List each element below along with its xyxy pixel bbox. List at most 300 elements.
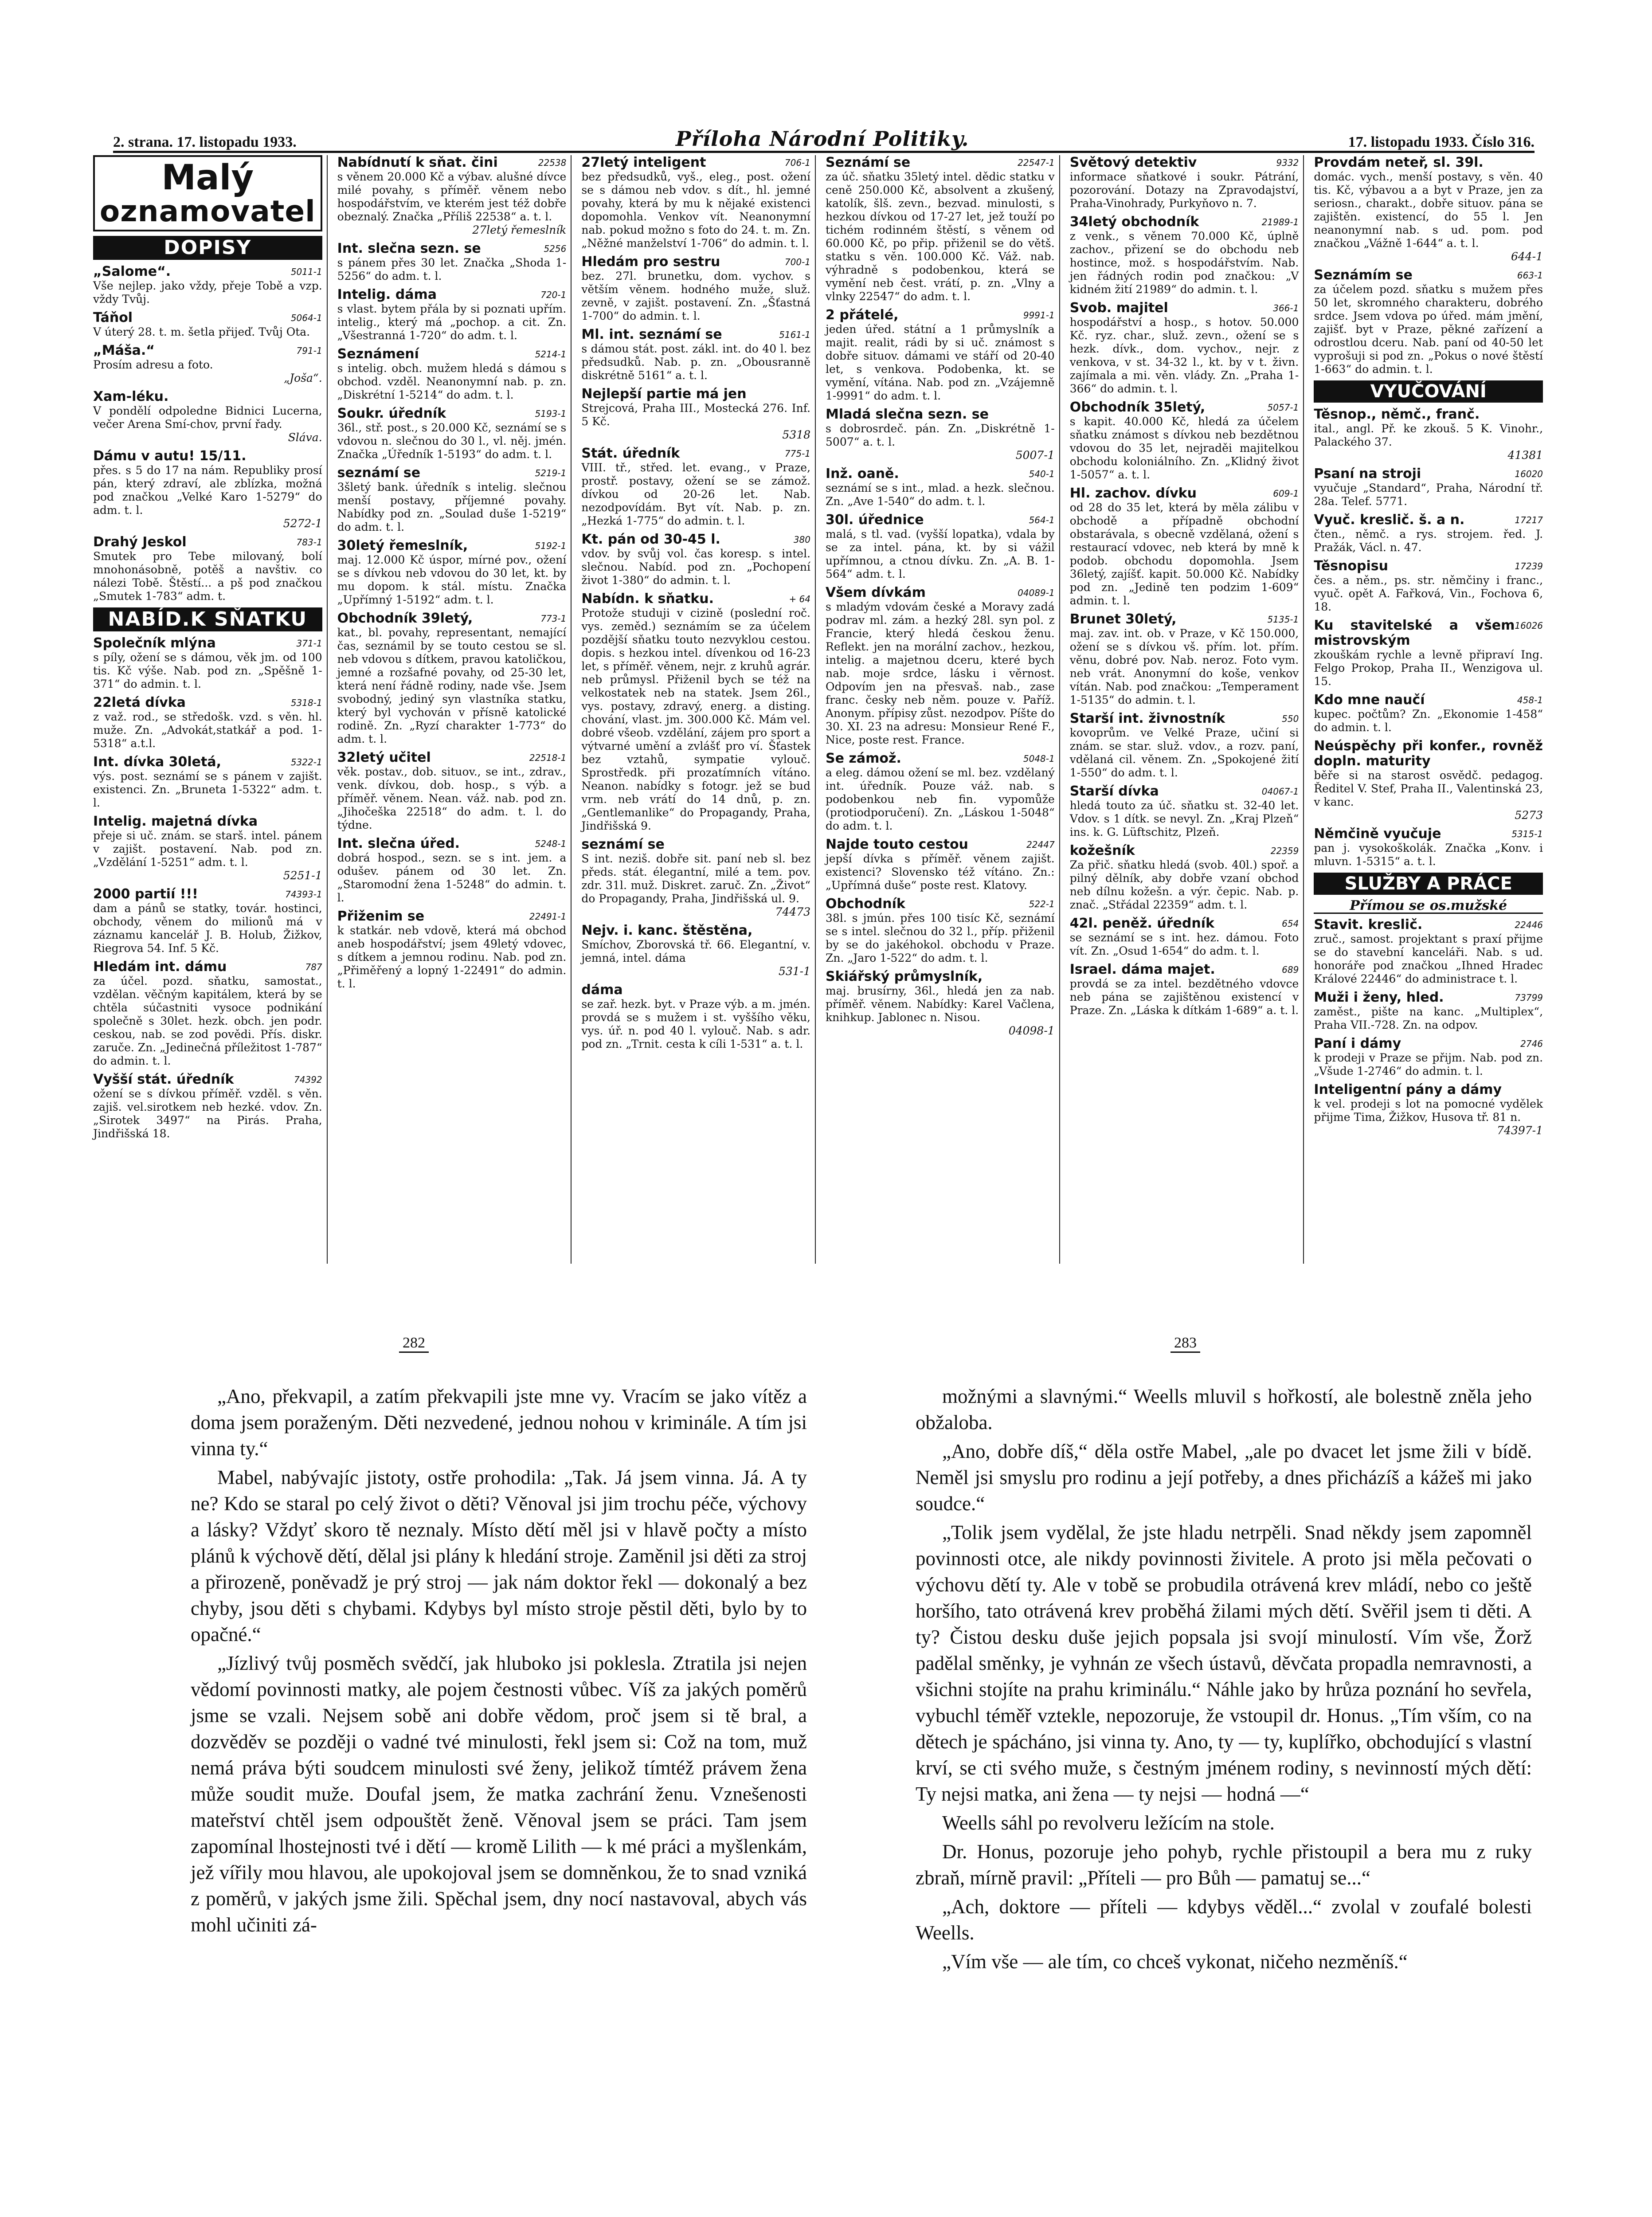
ad-signature: 5318 — [782, 428, 811, 441]
section-subheading-sluzby: Přímou se os.mužské — [1314, 899, 1543, 914]
ad-text: k vel. prodeji s lot na pomocné vydělek přijme Tima, Žižkov, Husova tř. 81 n. — [1314, 1097, 1543, 1124]
ad-code: 22359 — [1270, 846, 1299, 856]
header-right: 17. listopadu 1933. Číslo 316. — [1348, 134, 1535, 150]
logo-line-2: oznamovatel — [99, 194, 316, 228]
ad-text: s intelig. obch. mužem hledá s dámou s obchod. vzděl. Neanonymní nab. p. zn. „Diskrétní 1-5214“ do adm. t. l. — [337, 362, 567, 401]
ad-title — [93, 310, 322, 325]
ad-title — [93, 755, 322, 770]
ad-title-text: Int. slečna sezn. se — [337, 241, 481, 256]
ad-title — [1314, 1082, 1543, 1097]
ad-title — [1314, 513, 1543, 528]
ad-text: bez. 27l. brunetku, dom. vychov. s větším věnem. hodného muže, služ. zevně, v zajišt. postavení. Zn. „Šťastná 1-700“ do admin. t. l. — [581, 270, 811, 322]
ad-text: k statkár. neb vdově, která má obchod aneb hospodářství; jsem 49letý vdovec, s dítkem a jemnou rodinu. Nab. pod zn. „Přiměřený a lopný 1-22491“ do admin. t. l. — [337, 924, 567, 990]
classified-ad — [93, 310, 322, 339]
ad-title — [826, 466, 1055, 482]
ad-code: 609-1 — [1273, 488, 1299, 499]
ad-title — [337, 538, 567, 553]
ad-code: 74392 — [294, 1074, 322, 1085]
ad-code: 22518-1 — [529, 752, 567, 763]
ad-text: čten., němč. a rys. strojem. řed. J. Pražák, Václ. n. 47. — [1314, 528, 1543, 554]
ad-title-text: Němčině vyučuje — [1314, 826, 1441, 842]
ad-title — [826, 155, 1055, 170]
ad-text: ožení se s dívkou příměř. vzděl. s věn. zajiš. vel.sirotkem neb hezké. vdov. Zn. „Sirotek 3497“ na Pirás. Praha, Jindřišská 18. — [93, 1087, 322, 1140]
ad-code: 5318-1 — [290, 697, 322, 708]
classified-ad — [93, 535, 322, 603]
ad-title-text: 32letý učitel — [337, 750, 431, 765]
header-title: Příloha Národní Politiky. — [675, 127, 969, 151]
ad-title-text: „Salome“. — [93, 264, 171, 279]
classified-ad — [581, 327, 810, 382]
ad-text: s kapit. 40.000 Kč, hledá za účelem sňatku známost s dívkou neb bezdětnou vdovou do 35 let, nejraděi majitelkou obchodu koloniálního. Zn. „Klidný život 1-5057“ a. t. l. — [1069, 415, 1299, 481]
ad-text: s vlast. bytem přála by si poznati upřím. intelig., který má „pochop. a cit. Zn. „Všestranná 1-720“ do adm. t. l. — [337, 302, 567, 342]
ad-title — [1314, 559, 1543, 574]
ad-title-text: Obchodník 35letý, — [1069, 400, 1206, 415]
ad-title-text: seznámí se — [581, 837, 665, 852]
ad-text: s věnem 20.000 Kč a výbav. alušné dívce milé povahy, s příměř. věnem nebo hospodářstvím, ve kterém jest též dobře obeznalý. Značka „Příliš 22538“ a. t. l. — [337, 170, 567, 223]
ad-title-text: dáma — [581, 982, 623, 998]
ad-code: 5322-1 — [290, 757, 322, 768]
story-paragraph: Weells sáhl po revolveru ležícím na stole. — [942, 1812, 1275, 1834]
ad-title-text: Seznámím se — [1314, 267, 1413, 283]
page-header — [113, 128, 1535, 153]
classified-ad — [1070, 400, 1299, 482]
ad-title — [93, 887, 322, 902]
ad-title — [1314, 990, 1543, 1005]
section-heading-dopisy: DOPISY — [93, 236, 322, 260]
ad-code: 5192-1 — [535, 541, 567, 551]
ad-text: za účelem pozd. sňatku s mužem přes 50 let, skromného charakteru, dobrého srdce. Jsem vdova po úřed. mám jmění, zajišť. byt v Praze, pěkné zařízení a odrostlou dceru. Nab. paní od 40-50 let vyprošuji si pod zn. „Pokus o nové štěstí 1-663“ do admin. t. l. — [1314, 283, 1543, 376]
story-paragraph: „Vím vše — ale tím, co chceš vykonat, ničeho nezměníš.“ — [942, 1951, 1408, 1973]
classified-ad — [93, 343, 322, 385]
ad-title — [337, 347, 567, 362]
classified-ad — [1070, 301, 1299, 396]
ad-text: pan j. vysokoškolák. Značka „Konv. i mluvn. 1-5315“ a. t. l. — [1314, 842, 1543, 868]
ad-code: 564-1 — [1029, 515, 1055, 525]
story-paragraph: možnými a slavnými.“ Weells mluvil s hořkostí, ale bolestně zněla jeho obžaloba. — [916, 1385, 1532, 1434]
ad-title-text: Těsnopisu — [1314, 558, 1388, 574]
classified-ad — [337, 406, 567, 461]
ad-title-text: Seznámení — [337, 346, 419, 362]
ad-code: 720-1 — [540, 290, 567, 300]
ad-code: 380 — [793, 534, 811, 545]
ad-text: 36l., stř. post., s 20.000 Kč, seznámí se s vdovou n. slečnou do 30 l., vl. něj. jmén. Značka „Úředník 1-5193“ do adm. t. l. — [337, 421, 567, 461]
ad-signature: 74473 — [775, 905, 811, 918]
ad-text: 3šletý bank. úředník s intelig. slečnou menší postavy, příjemné povahy. Nabídky pod zn. „Soulad duše 1-5219“ do adm. t. l. — [337, 481, 567, 533]
ad-title — [581, 591, 810, 607]
ad-text: se zař. hezk. byt. v Praze výb. a m. jmén. provdá se s mužem i st. vyššího věku, vys. úř. n. pod 40 l. vylouč. Nab. s adr. pod zn. „Trnit. cesta k cíli 1-531“ a. t. l. — [581, 998, 811, 1050]
classified-ad — [581, 837, 810, 919]
ad-title — [826, 585, 1055, 600]
classified-ad — [1314, 693, 1543, 734]
ad-text: bez předsudků, vyš., eleg., post. ožení se s dámou neb vdov. s dít., hl. jemné povahy, která by mu k nějaké existenci dopomohla. Venkov vít. Neanonymní nab. pokud možno s foto do 24. t. m. Zn. „Něžné manželství 1-706“ do admin. t. l. — [581, 170, 811, 250]
ad-code: 5135-1 — [1267, 614, 1299, 625]
ad-title — [581, 446, 810, 461]
ad-title — [1070, 784, 1299, 799]
ad-title-text: Dámu v autu! 15/11. — [93, 448, 247, 464]
ad-title — [1314, 826, 1543, 842]
ad-title — [581, 923, 810, 938]
ad-code: 775-1 — [784, 448, 811, 459]
ad-title-text: Světový detektiv — [1069, 155, 1197, 170]
ad-title-text: Obchodník 39letý, — [337, 611, 473, 626]
classified-ad — [826, 155, 1055, 303]
story-paragraph: „Ano, dobře díš,“ děla ostře Mabel, „ale po dvacet let jsme žili v bídě. Neměl jsi smyslu pro rodinu a její potřeby, a dnes přicházíš a kážeš mi jako soudce.“ — [916, 1440, 1532, 1515]
section-heading-sluzby: SLUŽBY A PRÁCE — [1314, 873, 1543, 895]
ad-title-text: Všem dívkám — [826, 585, 926, 600]
classified-ad — [581, 923, 810, 978]
ad-code: 04089-1 — [1018, 588, 1055, 598]
classified-ad — [826, 585, 1055, 747]
classified-ad — [337, 347, 567, 402]
classified-ad — [826, 969, 1055, 1038]
ad-title-text: „Máša.“ — [93, 343, 155, 358]
classified-ad — [1070, 215, 1299, 296]
ad-title-text: kožešník — [1069, 843, 1135, 858]
ad-title — [826, 897, 1055, 912]
ad-text: Za přič. sňatku hledá (svob. 40l.) spoř. a pilný dělník, aby dobře vzaní obchod neb dílnu kožešn. a výr. čepic. Nab. p. znač. „Střádal 22359“ adm. t. l. — [1069, 858, 1299, 911]
ad-code: 9332 — [1276, 157, 1299, 168]
ad-code: 5193-1 — [535, 408, 567, 419]
ad-title-text: Hledám int. dámu — [93, 959, 227, 975]
story-paragraph: „Ach, doktore — příteli — kdybys věděl...“ zvolal v zoufalé bolesti Weells. — [916, 1896, 1532, 1944]
page-number-right: 283 — [1170, 1335, 1200, 1353]
classified-ad — [93, 389, 322, 444]
classified-ad — [337, 466, 567, 534]
ad-title-text: Vyuč. kreslič. š. a n. — [1314, 512, 1465, 528]
ad-text: vyučuje „Standard“, Praha, Národní tř. 28a. Telef. 5771. — [1314, 482, 1543, 508]
ad-title-text: Seznámí se — [826, 155, 911, 170]
ad-code: 17239 — [1515, 561, 1543, 572]
ad-text: zaměst., pište na kanc. „Multiplex“, Praha VII.-728. Zn. na odpov. — [1314, 1005, 1543, 1031]
classified-ad — [93, 960, 322, 1068]
ad-text: 38l. s jmún. přes 100 tisíc Kč, seznámí se s intel. slečnou do 32 l., příp. přiženil by se do jakéhokol. obchodu v Praze. Zn. „Jaro 1-522“ do adm. t. l. — [826, 912, 1055, 964]
classified-column — [821, 155, 1060, 1264]
ad-text: kupec. počtům? Zn. „Ekonomie 1-458“ do admin. t. l. — [1314, 708, 1543, 734]
ad-text: hledá touto za úč. sňatku st. 32-40 let. Vdov. s 1 dítk. se nevyl. Zn. „Kraj Plzeň“ ins. k. G. Lüftschitz, Plzeň. — [1069, 799, 1299, 838]
ad-text: Prosím adresu a foto. — [93, 358, 213, 371]
ad-title — [1314, 466, 1543, 482]
ad-title-text: 30l. úřednice — [826, 512, 924, 528]
ad-title — [1070, 400, 1299, 415]
classified-ad — [1314, 990, 1543, 1032]
ad-code: 21989-1 — [1261, 217, 1299, 227]
ad-title-text: Brunet 30letý, — [1069, 611, 1177, 627]
classified-ad — [337, 611, 567, 746]
ad-title — [93, 535, 322, 550]
ad-text: Vše nejlep. jako vždy, přeje Tobě a vzp. vždy Tvůj. — [93, 279, 322, 306]
ad-signature: „Joša“. — [284, 372, 322, 384]
ad-text: Smíchov, Zborovská tř. 66. Elegantní, v. jemná, intel. dáma — [581, 938, 811, 964]
classified-ad — [581, 387, 810, 442]
ad-signature: 5251-1 — [283, 869, 322, 882]
classified-ad — [581, 983, 810, 1051]
ad-title-text: Mladá slečna sezn. se — [826, 407, 989, 422]
ad-title — [337, 155, 567, 170]
ad-title-text: Inž. oaně. — [826, 466, 899, 482]
ad-text: Protože studuji v cizině (poslední roč. vys. zeměd.) seznámím se za účelem pozdější sňatku touto nezvyklou cestou. dopis. s hezkou intel. dívenkou od 16-23 let, s příměř. věnem, nejr. z kruhů agrár. neb průmysl. Přiženil bych se též na velkostatek neb na statek. Jsem 26l., vys. postavy, zdravý, energ. a disting. chování, vlast. jm. 300.000 Kč. Mám vel. dobré všeob. vzdělání, zájem pro sport a výtvarné umění a zvlášť pro ví. Šťastek bez vztahů, sympatie vylouč. Sprostředk. při prozatímních vítáno. Neanon. nabídky s fotogr. jež se bud vrm. neb vrátí do 14 dnů, p. zn. „Gentlemanlike“ do Propagandy, Praha, Jindřišská 9. — [581, 607, 811, 832]
ad-title-text: Najde touto cestou — [826, 837, 968, 852]
ad-code: 5057-1 — [1267, 402, 1299, 413]
ad-title-text: Těsnop., němč., franč. — [1314, 407, 1480, 422]
ad-title-text: Svob. majitel — [1069, 300, 1168, 316]
classified-ad — [1314, 1036, 1543, 1078]
ad-title — [826, 513, 1055, 528]
ad-text: ital., angl. Př. ke zkouš. 5 K. Vinohr., Palackého 37. — [1314, 422, 1543, 448]
ad-signature: 5272-1 — [283, 517, 322, 530]
section-heading-vyucovani: VYUČOVÁNÍ — [1314, 380, 1543, 403]
ad-title-text: Psaní na stroji — [1314, 466, 1421, 482]
classified-ad — [826, 751, 1055, 833]
ad-code: 663-1 — [1517, 270, 1543, 281]
ad-signature: 74397-1 — [1497, 1124, 1543, 1137]
ad-title-text: Israel. dáma majet. — [1069, 962, 1215, 977]
classified-column — [1065, 155, 1304, 1264]
classified-ad — [1314, 559, 1543, 614]
classified-ad — [1314, 826, 1543, 868]
ad-code: 22491-1 — [529, 911, 567, 922]
ad-title — [93, 1072, 322, 1087]
ad-signature: 531-1 — [778, 965, 811, 978]
classified-ad — [1314, 513, 1543, 554]
classified-ad — [337, 750, 567, 832]
ad-code: 5064-1 — [290, 313, 322, 323]
ad-signature: 41381 — [1507, 449, 1543, 462]
ad-title — [1314, 407, 1543, 422]
ad-signature: 27letý řemeslník — [472, 223, 567, 236]
ad-title-text: Nejlepší partie má jen — [581, 386, 747, 402]
ad-title — [581, 532, 810, 547]
ad-text: VIII. tř., střed. let. evang., v Praze, prostř. postavy, ožení se se zámož. dívkou od 20-26 let. Nab. nezodpovídám. Byt vít. Nab. p. zn. „Hezká 1-775“ do admin. t. l. — [581, 461, 811, 527]
page-number-left: 282 — [399, 1335, 429, 1353]
ad-title-text: Muži i ženy, hled. — [1314, 990, 1444, 1005]
ad-code: 5161-1 — [779, 329, 811, 340]
ad-title — [1070, 155, 1299, 170]
ad-signature: 5273 — [1515, 809, 1543, 822]
ad-title-text: 22letá dívka — [93, 695, 186, 710]
ad-title-text: Inteligentní pány a dámy — [1314, 1082, 1502, 1097]
classified-ad — [1070, 155, 1299, 210]
classified-ad — [93, 755, 322, 810]
ad-code: 74393-1 — [285, 889, 322, 900]
ad-title-text: Ku stavitelské a všem mistrovským — [1314, 618, 1515, 648]
ad-text: čes. a něm., ps. str. němčiny i franc., vyuč. opět A. Fařková, Vin., Fochova 6, 18. — [1314, 574, 1543, 613]
ad-text: za úč. sňatku 35letý intel. dědic statku v ceně 250.000 Kč, absolvent a zkušený, katolík, šlš. zevn., bezvad. minulosti, s hezkou dívkou od 17-27 let, jež touží po tichém rodinném štěstí, s věnem od 60.000 Kč, po přip. přiženil se do větš. statku s věn. 100.000 Kč. Váž. nab. výhradně s podobenkou, která se vymění neb čest. vrátí, p. zn. „Vlny a vlnky 22547“ do adm. t. l. — [826, 170, 1055, 303]
ad-text: jeden úřed. státní a 1 průmyslník a majit. realit, rádi by si uč. známost s dobře situov. dámami ve stáří od 20-40 let, s venkova. Podobenka, kt. se vymění, vítána. Nab. pod zn. „Vzájemně 1-9991“ do adm. t. l. — [826, 323, 1055, 402]
ad-text: V úterý 28. t. m. šetla přijeď. Tvůj Ota. — [93, 325, 310, 338]
classified-ad — [1314, 268, 1543, 376]
ad-title — [337, 836, 567, 851]
ad-code: 706-1 — [784, 157, 811, 168]
classified-ad — [337, 538, 567, 607]
ad-title-text: Paní i dámy — [1314, 1036, 1401, 1051]
ad-code: 16026 — [1515, 620, 1543, 631]
ad-title-text: 30letý řemeslník, — [337, 538, 468, 553]
ad-text: seznámí se s int., mlad. a hezk. slečnou. Zn. „Ave 1-540“ do adm. t. l. — [826, 482, 1055, 508]
classified-ad — [826, 466, 1055, 508]
ad-title — [93, 449, 322, 464]
classified-ad — [826, 837, 1055, 892]
classifieds-section — [89, 155, 1547, 1264]
classified-ad — [93, 695, 322, 750]
ad-title-text: Přiženim se — [337, 909, 425, 924]
ad-title — [581, 983, 810, 998]
ad-text: hospodářství a hosp., s hotov. 50.000 Kč. ryz. char., služ. zevn., ožení se s hezk. dívk., dom. vychov., nejr. z venkova, v st. 34-32 l., kt. by v t. živn. zajímala a mi. věn. vlády. Zn. „Praha 1-366“ do admin. t. l. — [1069, 316, 1299, 395]
ad-title — [1314, 155, 1543, 170]
classified-ad — [337, 836, 567, 905]
ad-title-text: Nejv. i. kanc. štěstěna, — [581, 923, 753, 938]
ad-title — [1070, 486, 1299, 501]
ad-title-text: Xam-léku. — [93, 389, 169, 404]
classified-ad — [93, 449, 322, 530]
ad-title-text: Vyšší stát. úředník — [93, 1072, 234, 1087]
ad-code: 5248-1 — [535, 838, 567, 849]
ad-title-text: Se zámož. — [826, 751, 901, 766]
story-column-right — [916, 1383, 1532, 1978]
ad-title-text: Nabídnutí k sňat. čini — [337, 155, 498, 170]
classified-ad — [93, 264, 322, 306]
ad-title — [93, 814, 322, 829]
ad-text: za účel. pozd. sňatku, samostat., vzdělan. věčným kapitálem, která by se chtěla súčastniti vysoce podnikání společně s 30let. hezk. obch. jen podr. ceskou, nab. se zod povědi. Přís. diskr. zaruče. Zn. „Jedinečná příležitost 1-787“ do admin. t. l. — [93, 975, 322, 1067]
ad-text: s dámou stát. post. zákl. int. do 40 l. bez předsudků. Nab. p. zn. „Obousranně diskrétně 5161“ a. t. l. — [581, 342, 811, 382]
ad-title-text: 34letý obchodník — [1069, 214, 1199, 230]
ad-title — [1314, 693, 1543, 708]
classified-ad — [1070, 916, 1299, 958]
ad-code: 5315-1 — [1511, 829, 1543, 839]
ad-title — [1070, 215, 1299, 230]
classified-column — [577, 155, 816, 1264]
ad-title — [581, 327, 810, 342]
ad-code: 22447 — [1026, 839, 1055, 850]
classified-ad — [826, 513, 1055, 581]
logo-line-1: Malý — [161, 158, 254, 198]
ad-title-text: Drahý Jeskol — [93, 534, 187, 550]
ad-title — [337, 611, 567, 626]
ad-title — [826, 407, 1055, 422]
ad-title — [581, 155, 810, 170]
ad-text: s píly, ožení se s dámou, věk jm. od 100 tis. Kč výše. Nab. pod zn. „Spěšně 1-371“ do admin. t. l. — [93, 651, 322, 690]
ad-code: 700-1 — [784, 257, 811, 267]
ad-title-text: Nabídn. k sňatku. — [581, 591, 714, 607]
classified-ad — [581, 255, 810, 323]
ad-title — [826, 837, 1055, 852]
ad-title-text: Starší dívka — [1069, 783, 1159, 799]
ad-title-text: Skiářský průmyslník, — [826, 969, 983, 984]
ad-title — [1314, 917, 1543, 932]
ad-text: maj. 12.000 Kč úspor, mírné pov., ožení se s dívkou neb vdovou do 30 let, kt. by mu dopom. k stál. místu. Značka „Upřímný 1-5192“ adm. t. l. — [337, 553, 567, 606]
ad-title — [581, 255, 810, 270]
ad-title-text: Stát. úředník — [581, 446, 680, 461]
ad-text: jepší dívka s příměř. věnem zajišt. existenci? Slovensko též vítáno. Zn.: „Upřímná duše“ poste rest. Klatovy. — [826, 852, 1055, 892]
ad-title — [1314, 739, 1543, 769]
ad-title-text: Int. slečna úřed. — [337, 836, 460, 851]
ad-text: běře si na starost osvědč. pedagog. Ředitel V. Stef, Praha II., Valentinská 23, v kanc. — [1314, 769, 1543, 808]
classified-ad — [1070, 711, 1299, 779]
ad-code: 458-1 — [1517, 695, 1543, 705]
ad-title-text: seznámí se — [337, 465, 421, 481]
classified-ad — [581, 446, 810, 528]
ad-title-text: Soukr. úředník — [337, 406, 446, 421]
ad-title — [1070, 301, 1299, 316]
ad-title-text: Neúspěchy při konfer., rovněž dopln. maturity — [1314, 738, 1543, 769]
classified-ad — [337, 909, 567, 991]
ad-code: 17217 — [1515, 515, 1543, 525]
ad-title-text: 27letý inteligent — [581, 155, 706, 170]
ad-title — [1314, 618, 1543, 648]
ad-title-text: 2 přátelé, — [826, 307, 899, 323]
ad-text: s pánem přes 30 let. Značka „Shoda 1-5256“ do adm. t. l. — [337, 256, 567, 282]
classified-ad — [1070, 843, 1299, 912]
ad-code: 22538 — [538, 157, 567, 168]
ad-signature: 04098-1 — [1008, 1024, 1055, 1037]
ad-text: dam a pánů se statky, továr. hostinci, obchody, věnem do milionů má v záznamu kancelář J. B. Holub, Žižkov, Riegrova 54. Inf. 5 Kč. — [93, 902, 322, 955]
ad-title — [1314, 268, 1543, 283]
ad-text: zruč., samost. projektant s praxí přijme se do stavební kanceláři. Nab. s ud. honoráře pod značkou „Ihned Hradec Králové 22446“ do administrace t. l. — [1314, 932, 1543, 985]
ad-code: + 64 — [789, 594, 811, 604]
ad-code: 2746 — [1520, 1038, 1543, 1049]
ad-title — [337, 750, 567, 765]
header-left: 2. strana. 17. listopadu 1933. — [113, 134, 297, 150]
ad-text: výs. post. seznámí se s pánem v zajišt. existenci. Zn. „Bruneta 1-5322“ adm. t. l. — [93, 770, 322, 809]
ad-title-text: Táňol — [93, 310, 133, 325]
ad-text: kat., bl. povahy, representant, nemající čas, seznámil by se touto cestou se sl. neb vdovou s dítkem, pravou katoličkou, jemné a rozšafné povahy, od 25-30 let, která není řádně rodiny, nade vše. Jsem svobodný, jediný syn vlastníka statku, který byl vychován v přísně katolické rodině. Zn. „Ryzí charakter 1-773“ do adm. t. l. — [337, 626, 567, 745]
ad-code: 9991-1 — [1023, 310, 1055, 321]
classified-ad — [93, 887, 322, 955]
classified-column — [1309, 155, 1547, 1264]
ad-title — [93, 695, 322, 710]
ad-text: s mladým vdovám české a Moravy zadá podrav ml. zám. a hezký 28l. syn pol. z Francie, který hledá českou ženu. Reflekt. jen na morální zachov., hezkou, intelig. a majetnou dceru, které bych nab. moje srdce, lásku i věrnost. Odpovím jen na přesvaš. nab., zase franc. česky neb něm. pouze v. Paříž. Anonym. přípisy zůst. nezodpov. Píšte do 30. XI. 23 na adresu: Monsieur René F., Nice, poste rest. France. — [826, 600, 1055, 746]
ad-code: 16020 — [1515, 469, 1543, 479]
ad-text: maj. zav. int. ob. v Praze, v Kč 150.000, ožení se s dívkou vš. přím. lot. přím. věnu, dobré pov. Nab. neroz. Foto vym. neb vrát. Anonymní do koše, venkov vítán. Nab. pod značkou: „Temperament 1-5135“ do admin. t. l. — [1069, 627, 1299, 706]
classified-ad — [93, 636, 322, 691]
ad-text: malá, s tl. vad. (vyšší lopatka), vdala by se za intel. pána, kt. by si vážil upřímnou, a ctnou dívku. Zn. „A. B. 1-564“ adm. t. l. — [826, 528, 1055, 580]
ad-code: 5011-1 — [290, 266, 322, 277]
classified-ad — [93, 1072, 322, 1140]
ad-title — [1070, 962, 1299, 977]
ad-signature: 644-1 — [1511, 250, 1543, 263]
ad-text: V pondělí odpoledne Bidnici Lucerna, večer Arena Smí-chov, první řady. — [93, 404, 322, 431]
ad-title-text: Hledám pro sestru — [581, 254, 720, 270]
ad-code: 5048-1 — [1023, 753, 1055, 764]
ad-title — [581, 387, 810, 402]
classified-column — [333, 155, 572, 1264]
ad-text: s dobrosrdeč. pán. Zn. „Diskrétně 1-5007“ a. t. l. — [826, 422, 1055, 448]
ad-title — [826, 308, 1055, 323]
classified-ad — [1314, 917, 1543, 986]
ad-code: 371-1 — [296, 638, 322, 649]
ad-title — [826, 751, 1055, 766]
ad-code: 5256 — [544, 243, 567, 254]
ad-code: 366-1 — [1273, 303, 1299, 313]
ad-text: a eleg. dámou ožení se ml. bez. vzdělaný int. úředník. Pouze váž. nab. s podobenkou neb fin. vypomůže (protiodporučení). Zn. „Láskou 1-5048“ do adm. t. l. — [826, 766, 1055, 832]
ad-text: vdov. by svůj vol. čas koresp. s intel. slečnou. Nabíd. pod zn. „Pochopení život 1-380“ do admin. t. l. — [581, 547, 811, 587]
ad-title-text: Kdo mne naučí — [1314, 692, 1425, 708]
ad-code: 22547-1 — [1018, 157, 1055, 168]
ad-text: Strejcová, Praha III., Mostecká 276. Inf. 5 Kč. — [581, 402, 811, 428]
ad-text: zkouškám rychle a levně připraví Ing. Felgo Prokop, Praha II., Wenzigova ul. 15. — [1314, 648, 1543, 688]
ad-title-text: Int. dívka 30letá, — [93, 754, 222, 770]
ad-text: maj. brusírny, 36l., hledá jen za nab. příměř. věnem. Nabídky: Karel Vačlena, knihkup. Jablonec n. Nisou. — [826, 984, 1055, 1024]
ad-text: přes. s 5 do 17 na nám. Republiky prosí pán, který zdraví, ale zblízka, možná pod značkou „Velké Karo 1-5279“ do adm. t. l. — [93, 464, 322, 517]
ad-title — [93, 264, 322, 279]
ad-code: 04067-1 — [1261, 786, 1299, 797]
ad-code: 783-1 — [296, 537, 322, 548]
ad-title-text: Intelig. majetná dívka — [93, 814, 258, 829]
classified-ad — [1314, 739, 1543, 822]
ad-text: přeje si uč. znám. se starš. intel. pánem v zajišt. postavení. Nab. pod zn. „Vzdělání 1-5251“ adm. t. l. — [93, 829, 322, 869]
ad-code: 5214-1 — [535, 349, 567, 360]
ad-text: informace sňatkové i soukr. Pátrání, pozorování. Dotazy na Zpravodajství, Praha-Vinohrady, Purkyňovo n. 7. — [1069, 170, 1299, 210]
ad-text: Smutek pro Tebe milovaný, bolí mnohonásobně, potěš a navštiv. co nálezi Tobě. Štěstí... a pš pod značkou „Smutek 1-783“ adm. t. — [93, 550, 322, 603]
